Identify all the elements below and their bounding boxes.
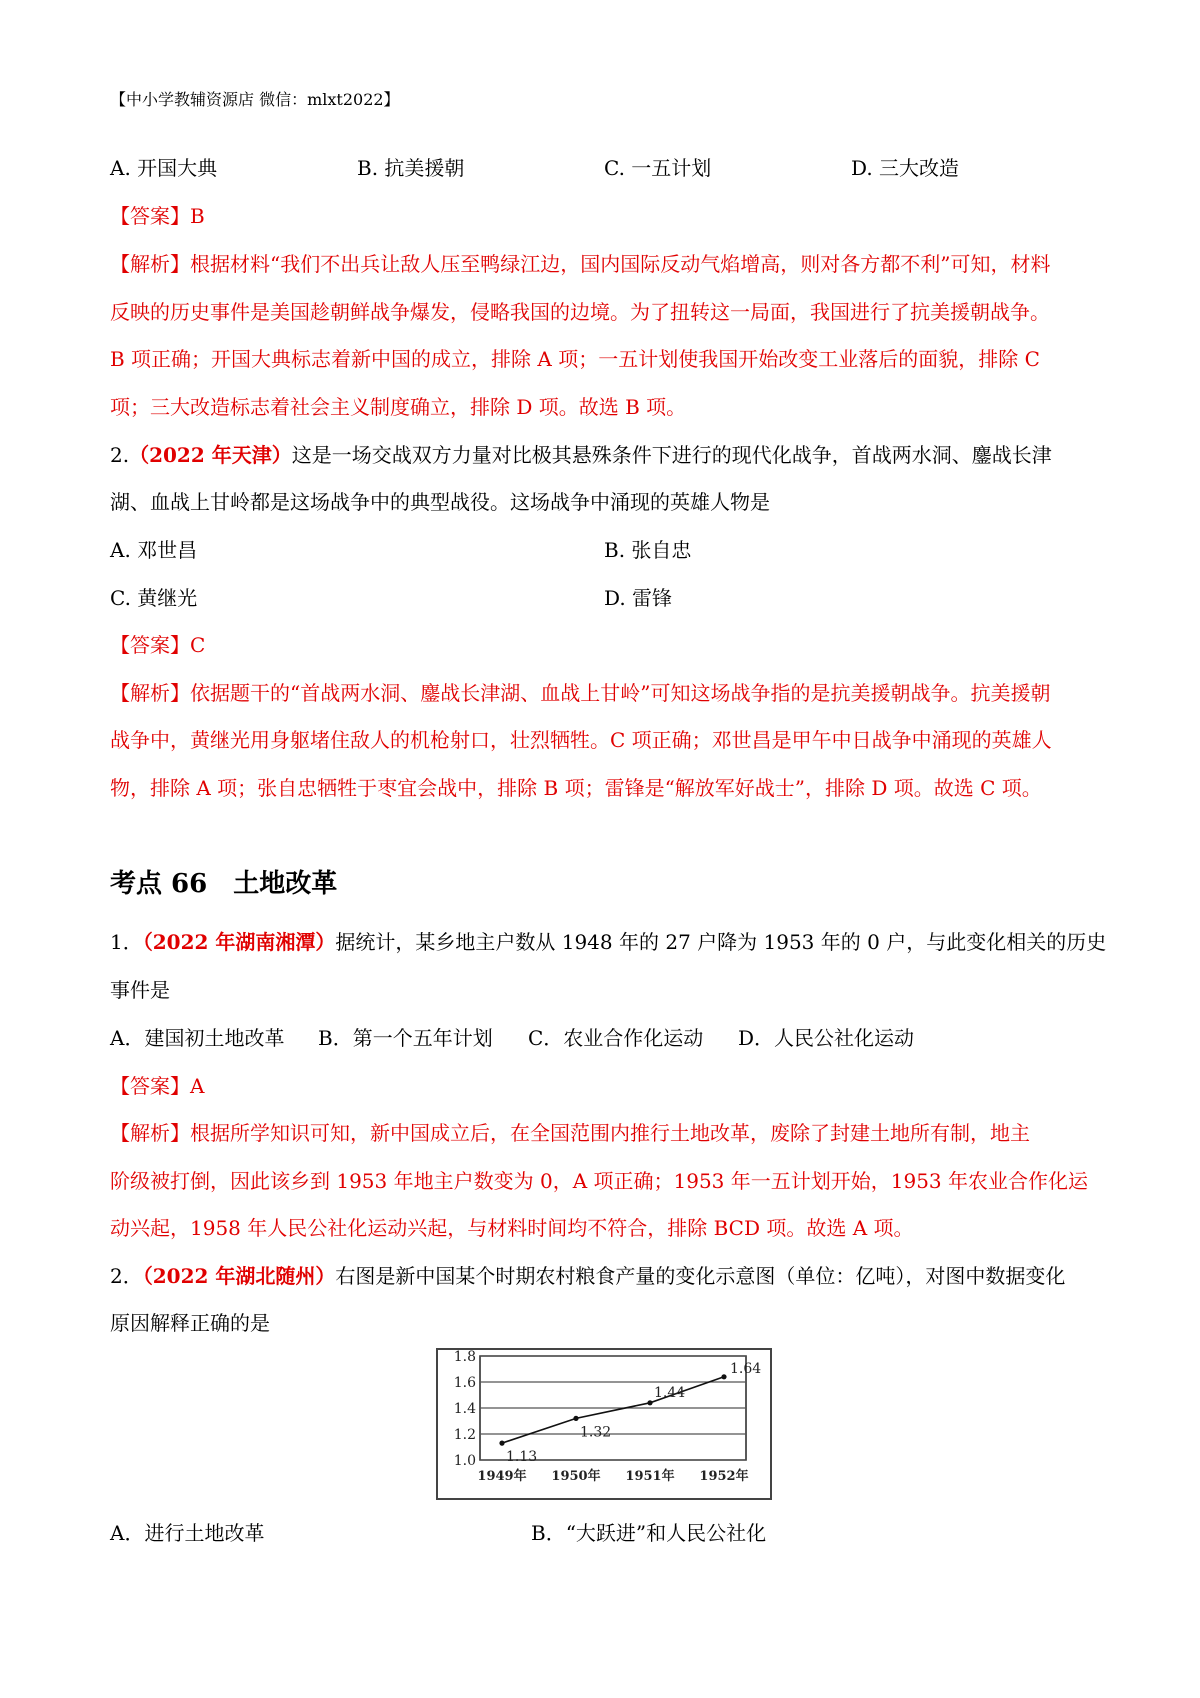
question-number: 2． — [110, 1264, 143, 1288]
chart-data-point — [573, 1416, 578, 1421]
analysis-label: 【解析】 — [110, 1121, 190, 1145]
watermark-text: 【中小学教辅资源店 微信：mlxt2022】 — [110, 90, 400, 109]
question-number: 2. — [110, 443, 130, 467]
chart-data-label: 1.32 — [580, 1424, 612, 1441]
q2-stem-line — [110, 443, 1100, 467]
s1-stem-line — [110, 930, 1107, 954]
prev-analysis-line: 项；三大改造标志着社会主义制度确立，排除 D 项。故选 B 项。 — [110, 395, 687, 419]
chart-x-tick-label: 1950年 — [551, 1469, 601, 1484]
s1-stem-line: 事件是 — [110, 978, 170, 1002]
prev-analysis-line: B 项正确；开国大典标志着新中国的成立，排除 A 项；一五计划使我国开始改变工业落后的面貌，排除 C — [110, 347, 1040, 371]
s1-option-a: A．建国初土地改革 — [110, 1026, 285, 1050]
analysis-text: 根据所学知识可知，新中国成立后，在全国范围内推行土地改革，废除了封建土地所有制，地主 — [190, 1121, 1030, 1145]
chart-y-tick-label: 1.0 — [453, 1453, 476, 1469]
s2-stem-line — [110, 1264, 1100, 1288]
analysis-text: 根据材料“我们不出兵让敌人压至鸭绿江边，国内国际反动气焰增高，则对各方都不利”可知，材料 — [190, 252, 1051, 276]
question-source: （2022 年湖北随州） — [142, 1264, 336, 1288]
q2-analysis-line — [110, 681, 1100, 705]
s2-option-b: B．“大跃进”和人民公社化 — [531, 1521, 767, 1545]
chart-y-tick-label: 1.2 — [453, 1427, 476, 1443]
prev-analysis-line — [110, 252, 1100, 276]
chart-y-tick-label: 1.8 — [453, 1349, 476, 1365]
s2-stem-line: 原因解释正确的是 — [110, 1311, 270, 1335]
s1-option-b: B．第一个五年计划 — [318, 1026, 493, 1050]
prev-option-b: B. 抗美援朝 — [357, 156, 465, 180]
chart-x-tick-label: 1949年 — [477, 1469, 527, 1484]
q2-option-b: B. 张自忠 — [604, 538, 692, 562]
q2-answer — [110, 633, 1100, 657]
chart-data-label: 1.44 — [654, 1384, 686, 1401]
chart-x-tick-label: 1952年 — [699, 1469, 749, 1484]
analysis-label: 【解析】 — [110, 681, 190, 705]
s1-option-c: C．农业合作化运动 — [528, 1026, 704, 1050]
q2-stem-line: 湖、血战上甘岭都是这场战争中的典型战役。这场战争中涌现的英雄人物是 — [110, 490, 770, 514]
answer-value: B — [190, 204, 205, 228]
answer-value: A — [190, 1074, 205, 1098]
grain-output-chart — [436, 1348, 772, 1500]
chart-y-tick-label: 1.4 — [453, 1401, 476, 1417]
question-text: 右图是新中国某个时期农村粮食产量的变化示意图（单位：亿吨），对图中数据变化 — [335, 1264, 1066, 1288]
question-source: （2022 年天津） — [129, 443, 292, 467]
chart-data-point — [721, 1374, 726, 1379]
line-chart-svg — [436, 1348, 772, 1500]
s1-analysis-line: 动兴起，1958 年人民公社化运动兴起，与材料时间均不符合，排除 BCD 项。故选 A 项。 — [110, 1216, 914, 1240]
prev-option-c: C. 一五计划 — [604, 156, 712, 180]
prev-option-a: A. 开国大典 — [110, 156, 218, 180]
question-text: 这是一场交战双方力量对比极其悬殊条件下进行的现代化战争，首战两水洞、鏖战长津 — [291, 443, 1052, 467]
answer-label: 【答案】 — [110, 204, 190, 228]
s2-option-a: A．进行土地改革 — [110, 1521, 265, 1545]
s1-analysis-line: 阶级被打倒，因此该乡到 1953 年地主户数变为 0，A 项正确；1953 年一五计划开始，1953 年农业合作化运 — [110, 1169, 1089, 1193]
answer-value: C — [190, 633, 206, 657]
question-source: （2022 年湖南湘潭） — [142, 930, 336, 954]
analysis-text: 依据题干的“首战两水洞、鏖战长津湖、血战上甘岭”可知这场战争指的是抗美援朝战争。抗美援朝 — [190, 681, 1051, 705]
section-title: 考点 66 土地改革 — [110, 869, 338, 899]
chart-data-point — [647, 1400, 652, 1405]
q2-option-c: C. 黄继光 — [110, 586, 198, 610]
answer-label: 【答案】 — [110, 633, 190, 657]
s1-analysis-line — [110, 1121, 1100, 1145]
chart-data-label: 1.64 — [730, 1360, 762, 1377]
answer-label: 【答案】 — [110, 1074, 190, 1098]
question-number: 1． — [110, 930, 143, 954]
prev-option-d: D. 三大改造 — [851, 156, 960, 180]
chart-data-label: 1.13 — [506, 1449, 538, 1466]
chart-y-tick-label: 1.6 — [453, 1375, 476, 1391]
analysis-label: 【解析】 — [110, 252, 190, 276]
chart-x-tick-label: 1951年 — [625, 1469, 675, 1484]
s1-option-d: D．人民公社化运动 — [738, 1026, 915, 1050]
q2-option-d: D. 雷锋 — [604, 586, 673, 610]
chart-data-point — [499, 1441, 504, 1446]
q2-analysis-line: 战争中，黄继光用身躯堵住敌人的机枪射口，壮烈牺牲。C 项正确；邓世昌是甲午中日战争中涌现的英雄人 — [110, 728, 1052, 752]
q2-option-a: A. 邓世昌 — [110, 538, 198, 562]
prev-analysis-line: 反映的历史事件是美国趁朝鲜战争爆发，侵略我国的边境。为了扭转这一局面，我国进行了抗美援朝战争。 — [110, 300, 1050, 324]
q2-analysis-line: 物，排除 A 项；张自忠牺牲于枣宜会战中，排除 B 项；雷锋是“解放军好战士”，排除 D 项。故选 C 项。 — [110, 776, 1042, 800]
question-text: 据统计，某乡地主户数从 1948 年的 27 户降为 1953 年的 0 户，与此变化相关的历史 — [335, 930, 1107, 954]
s1-answer — [110, 1074, 1100, 1098]
prev-answer — [110, 204, 1100, 228]
